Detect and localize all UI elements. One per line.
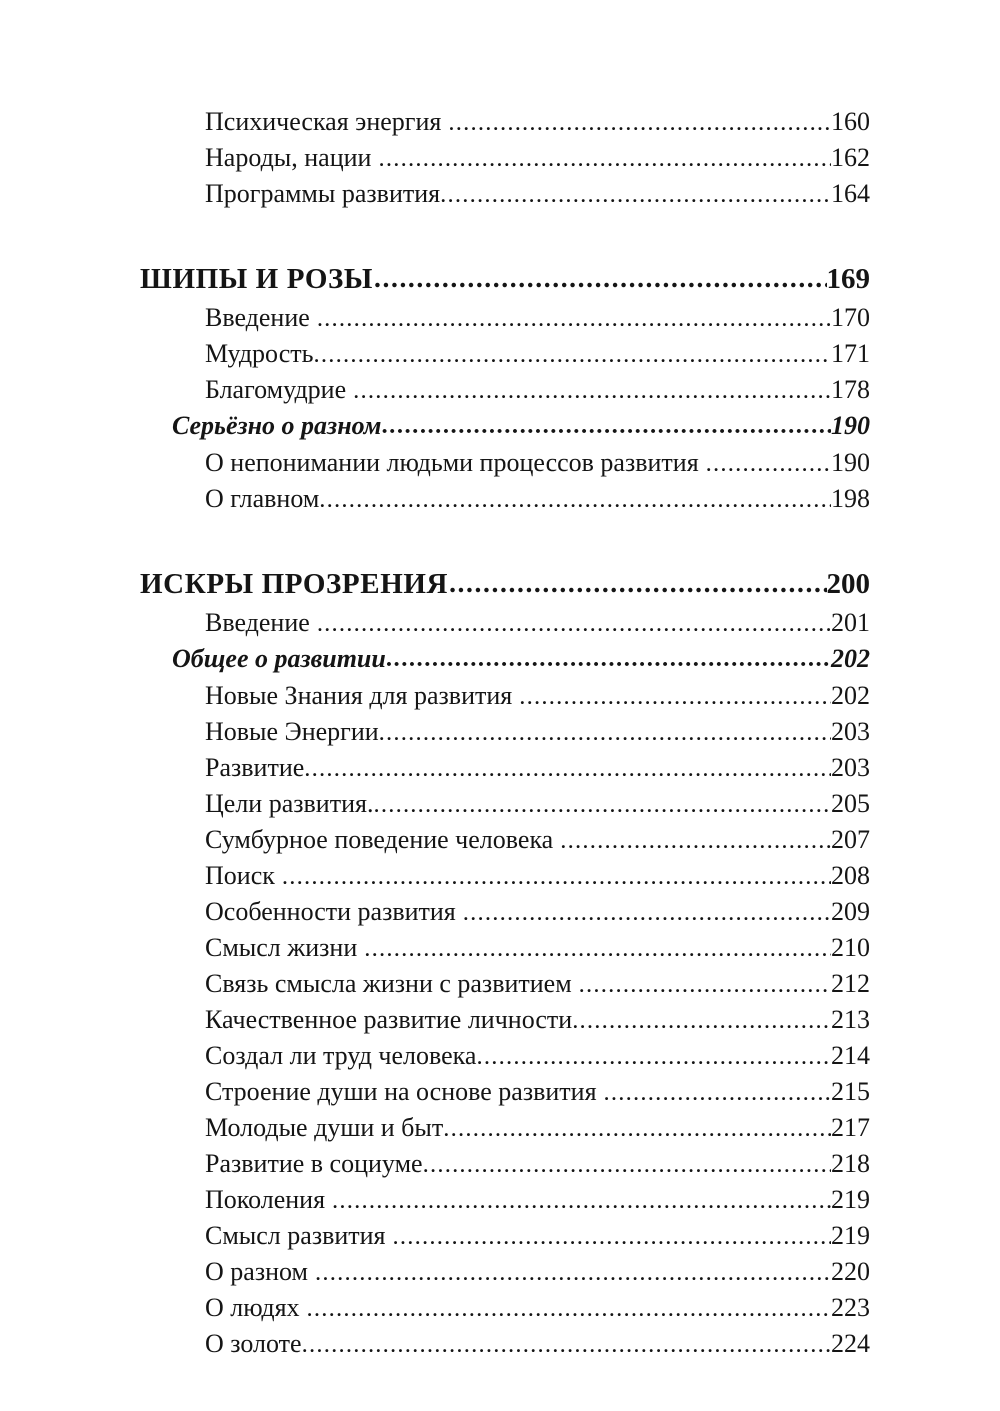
toc-entry-title: Серьёзно о разном [172, 411, 382, 440]
toc-entry[interactable] [0, 678, 1000, 714]
toc-entry[interactable] [0, 1110, 1000, 1146]
toc-entry[interactable] [0, 966, 1000, 1002]
toc-dot-leader [319, 482, 831, 517]
toc-entry[interactable] [0, 1254, 1000, 1290]
toc-entry-title: Общее о развитии [172, 644, 386, 673]
toc-entry-title: Поколения [205, 1185, 326, 1214]
toc-entry-title: Развитие [205, 753, 305, 782]
toc-entry[interactable] [0, 445, 1000, 481]
toc-entry-title: Создал ли труд человека [205, 1041, 477, 1070]
toc-entry-page-number: 171 [831, 339, 870, 368]
toc-entry-page-number: 190 [831, 411, 870, 440]
toc-entry-page-number: 200 [826, 568, 870, 600]
toc-entry-page-number: 198 [831, 484, 870, 513]
toc-dot-leader [423, 1147, 831, 1182]
toc-dot-leader [579, 967, 831, 1002]
toc-entry[interactable] [0, 1326, 1000, 1362]
toc-entry-list [0, 104, 1000, 1362]
toc-entry[interactable] [0, 1038, 1000, 1074]
toc-entry-title: О разном [205, 1257, 308, 1286]
toc-entry-title: Народы, нации [205, 143, 372, 172]
toc-dot-leader [317, 301, 831, 336]
toc-entry-page-number: 162 [831, 143, 870, 172]
toc-dot-leader [307, 1291, 831, 1326]
toc-entry[interactable] [0, 300, 1000, 336]
toc-entry-title: Программы развития [205, 179, 441, 208]
toc-dot-leader [560, 823, 831, 858]
toc-entry[interactable] [0, 858, 1000, 894]
toc-entry-title: Благомудрие [205, 375, 347, 404]
toc-dot-leader [706, 446, 831, 481]
toc-dot-leader [302, 1327, 831, 1362]
toc-entry-title: Смысл жизни [205, 933, 358, 962]
toc-entry-page-number: 190 [831, 448, 870, 477]
toc-entry[interactable] [0, 104, 1000, 140]
toc-entry-title: Психическая энергия [205, 107, 442, 136]
toc-entry[interactable] [0, 176, 1000, 212]
toc-entry-page-number: 219 [831, 1221, 870, 1250]
toc-entry-page-number: 210 [831, 933, 870, 962]
toc-dot-leader [386, 641, 831, 677]
toc-entry-title: Строение души на основе развития [205, 1077, 597, 1106]
toc-entry-page-number: 201 [831, 608, 870, 637]
toc-entry-title: Сумбурное поведение человека [205, 825, 554, 854]
toc-entry-page-number: 160 [831, 107, 870, 136]
toc-entry[interactable] [0, 786, 1000, 822]
toc-entry-title: Особенности развития [205, 897, 456, 926]
toc-dot-leader [463, 895, 831, 930]
toc-dot-leader [448, 105, 831, 140]
toc-dot-leader [332, 1183, 831, 1218]
toc-entry-page-number: 170 [831, 303, 870, 332]
toc-entry[interactable] [0, 894, 1000, 930]
toc-entry-title: Молодые души и быт [205, 1113, 444, 1142]
toc-entry-page-number: 217 [831, 1113, 870, 1142]
toc-dot-leader [476, 1039, 831, 1074]
toc-entry-page-number: 203 [831, 717, 870, 746]
toc-entry[interactable] [0, 605, 1000, 641]
toc-entry[interactable] [0, 563, 1000, 605]
toc-dot-leader [378, 141, 831, 176]
toc-entry-page-number: 214 [831, 1041, 870, 1070]
toc-entry[interactable] [0, 1290, 1000, 1326]
toc-entry[interactable] [0, 714, 1000, 750]
toc-entry-title: Новые Знания для развития [205, 681, 513, 710]
toc-entry-page-number: 205 [831, 789, 870, 818]
toc-entry[interactable] [0, 1218, 1000, 1254]
toc-dot-leader [393, 1219, 831, 1254]
toc-entry-title: Введение [205, 303, 310, 332]
toc-entry-page-number: 223 [831, 1293, 870, 1322]
toc-dot-leader [282, 859, 831, 894]
toc-dot-leader [315, 1255, 831, 1290]
toc-entry-title: Развитие в социуме [205, 1149, 423, 1178]
toc-dot-leader [373, 787, 831, 822]
toc-entry[interactable] [0, 641, 1000, 678]
toc-entry-page-number: 218 [831, 1149, 870, 1178]
toc-dot-leader [443, 1111, 831, 1146]
toc-entry[interactable] [0, 1146, 1000, 1182]
toc-entry[interactable] [0, 481, 1000, 517]
toc-entry-page-number: 178 [831, 375, 870, 404]
toc-entry-page-number: 169 [826, 263, 870, 295]
toc-entry-page-number: 208 [831, 861, 870, 890]
toc-entry-title: Мудрость [205, 339, 314, 368]
toc-entry[interactable] [0, 750, 1000, 786]
toc-entry-title: Смысл развития [205, 1221, 386, 1250]
toc-entry-page-number: 164 [831, 179, 870, 208]
toc-entry[interactable] [0, 930, 1000, 966]
toc-entry[interactable] [0, 1074, 1000, 1110]
toc-entry-page-number: 220 [831, 1257, 870, 1286]
toc-entry-title: Новые Энергии [205, 717, 379, 746]
toc-dot-leader [313, 337, 831, 372]
toc-entry-title: О людях [205, 1293, 300, 1322]
toc-dot-leader [317, 606, 831, 641]
toc-entry-page-number: 203 [831, 753, 870, 782]
toc-entry[interactable] [0, 258, 1000, 300]
toc-entry-page-number: 202 [831, 681, 870, 710]
toc-entry[interactable] [0, 140, 1000, 176]
toc-dot-leader [381, 408, 831, 444]
toc-entry-title: О главном [205, 484, 320, 513]
toc-entry-page-number: 212 [831, 969, 870, 998]
toc-entry-title: Качественное развитие личности [205, 1005, 573, 1034]
toc-entry-title: О золоте [205, 1329, 302, 1358]
toc-entry[interactable] [0, 1182, 1000, 1218]
toc-entry-title: Связь смысла жизни с развитием [205, 969, 572, 998]
toc-entry[interactable] [0, 372, 1000, 408]
toc-dot-leader [449, 562, 826, 603]
toc-entry-page-number: 207 [831, 825, 870, 854]
toc-entry-title: Поиск [205, 861, 275, 890]
toc-dot-leader [519, 679, 831, 714]
toc-entry-title: Введение [205, 608, 310, 637]
toc-entry-page-number: 202 [831, 644, 870, 673]
toc-entry[interactable] [0, 822, 1000, 858]
toc-entry-title: О непонимании людьми процессов развития [205, 448, 699, 477]
toc-entry[interactable] [0, 336, 1000, 372]
toc-entry-title: ИСКРЫ ПРОЗРЕНИЯ [140, 568, 449, 600]
toc-dot-leader [353, 373, 831, 408]
toc-entry-page-number: 215 [831, 1077, 870, 1106]
toc-entry-title: ШИПЫ И РОЗЫ [140, 263, 373, 295]
toc-entry-page-number: 224 [831, 1329, 870, 1358]
toc-dot-leader [572, 1003, 831, 1038]
toc-entry-page-number: 219 [831, 1185, 870, 1214]
toc-dot-leader [374, 257, 827, 298]
toc-entry[interactable] [0, 1002, 1000, 1038]
toc-entry-page-number: 213 [831, 1005, 870, 1034]
toc-entry-page-number: 209 [831, 897, 870, 926]
toc-dot-leader [379, 715, 831, 750]
toc-dot-leader [364, 931, 831, 966]
toc-dot-leader [304, 751, 831, 786]
toc-entry-title: Цели развития. [205, 789, 374, 818]
toc-entry[interactable] [0, 408, 1000, 445]
toc-dot-leader [604, 1075, 831, 1110]
toc-dot-leader [440, 177, 831, 212]
